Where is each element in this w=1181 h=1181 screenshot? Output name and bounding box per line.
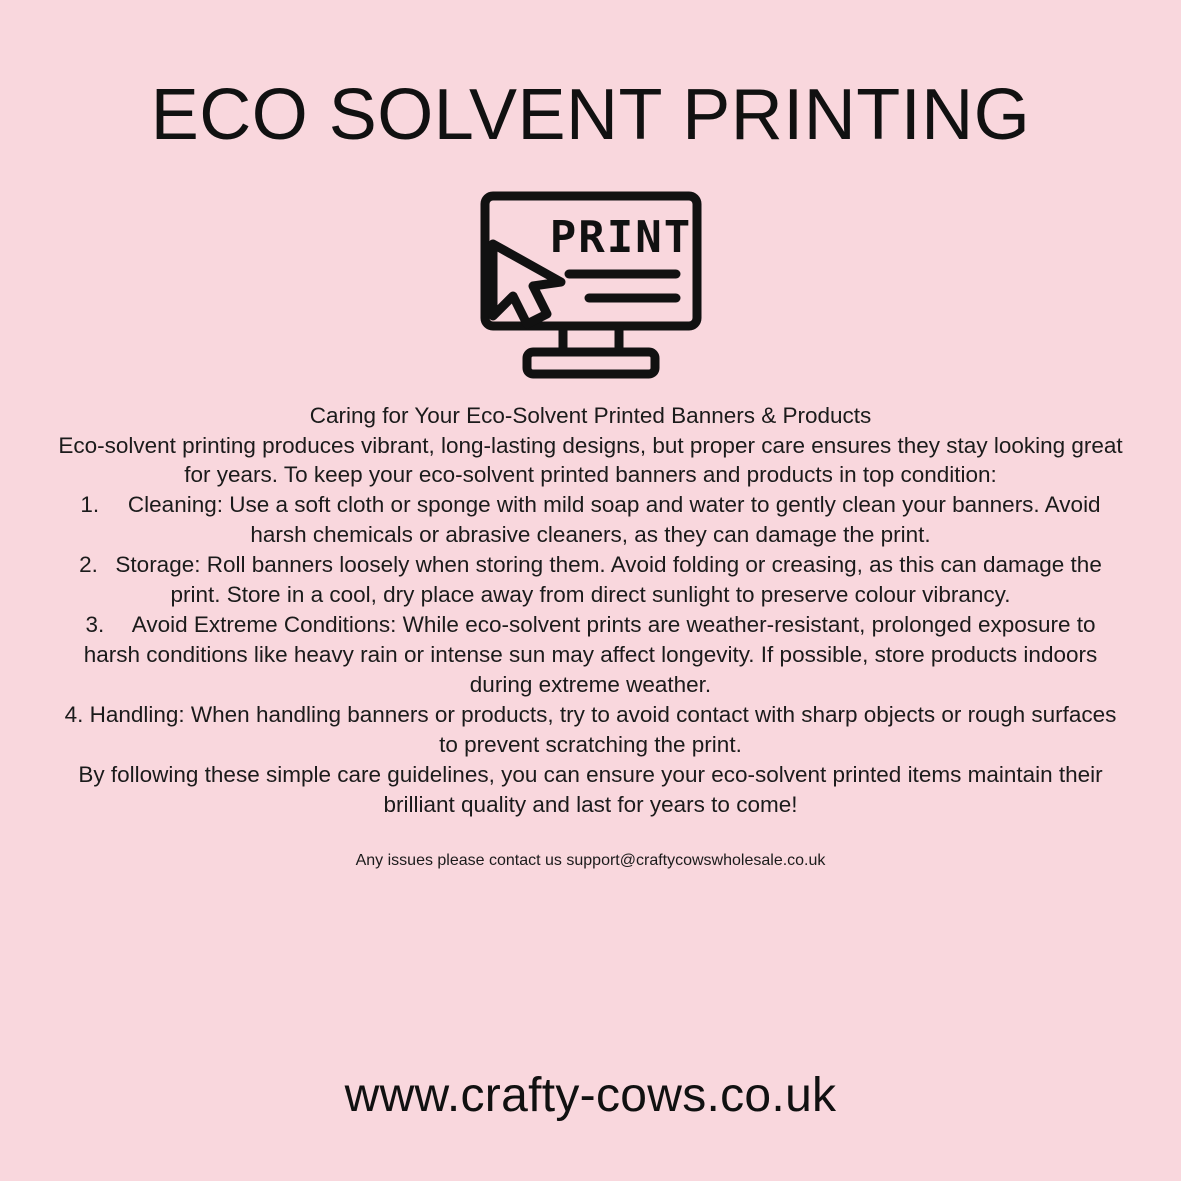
body-intro: Eco-solvent printing produces vibrant, long-lasting designs, but proper care ensures they stay looking great for years. To keep your eco-solvent printed banners and products in top condition: [58, 432, 1123, 488]
website-url: www.crafty-cows.co.uk [344, 1069, 837, 1122]
body-closing: By following these simple care guidelines, you can ensure your eco-solvent printed items maintain their brilliant quality and last for years to come! [78, 761, 1103, 817]
svg-text:PRINT: PRINT [549, 211, 692, 263]
page-title: ECO SOLVENT PRINTING [150, 75, 1031, 155]
body-text [58, 401, 1123, 820]
contact-line: Any issues please contact us support@craftycowswholesale.co.uk [355, 851, 826, 869]
list-item: 3. Avoid Extreme Conditions: While eco-solvent prints are weather-resistant, prolonged exposure to harsh conditions like heavy rain or intense sun may affect longevity. If possible, store products indoors during extreme weather. [83, 612, 1098, 697]
list-item: 1. Cleaning: Use a soft cloth or sponge with mild soap and water to gently clean your banners. Avoid harsh chemicals or abrasive cleaners, as they can damage the print. [80, 492, 1101, 548]
list-item: 4. Handling: When handling banners or products, try to avoid contact with sharp objects or rough surfaces to prevent scratching the print. [64, 701, 1117, 757]
list-item: 2. Storage: Roll banners loosely when storing them. Avoid folding or creasing, as this can damage the print. Store in a cool, dry place away from direct sunlight to preserve colour vibrancy. [79, 552, 1102, 608]
body-heading: Caring for Your Eco-Solvent Printed Banners & Products [309, 402, 872, 428]
monitor-print-cursor-icon [471, 182, 711, 387]
